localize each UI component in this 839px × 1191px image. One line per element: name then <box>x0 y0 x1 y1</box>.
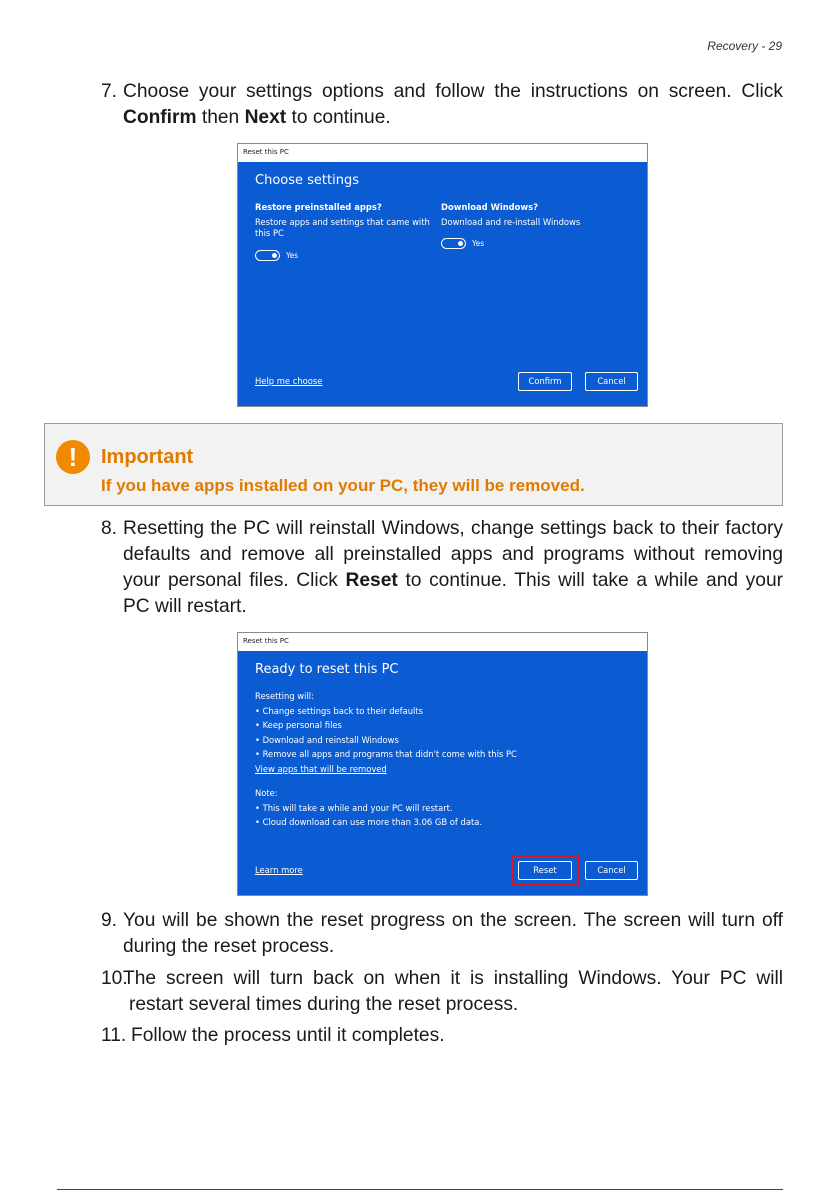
step-number: 10. <box>101 968 128 989</box>
confirm-keyword: Confirm <box>123 107 197 128</box>
running-head: Recovery - 29 <box>707 39 782 53</box>
download-option <box>441 200 631 252</box>
note-label: Note: <box>255 788 278 798</box>
important-title: Important <box>101 446 194 468</box>
toggle-label: Yes <box>286 250 299 260</box>
step-number: 11. <box>101 1025 127 1046</box>
reset-item: • Remove all apps and programs that didn't come with this PC <box>255 749 517 759</box>
download-toggle-row <box>441 233 631 252</box>
reset-details <box>255 689 635 830</box>
step-text <box>123 516 783 620</box>
step-text-part: then <box>196 107 245 128</box>
reset-item: • Keep personal files <box>255 720 342 730</box>
step-text-part: to continue. This will take a while and your PC will restart. <box>123 570 784 617</box>
step-text: Follow the process until it completes. <box>131 1025 445 1046</box>
step-number: 9. <box>101 910 118 931</box>
help-me-choose-link[interactable]: Help me choose <box>255 376 323 386</box>
step-text <box>123 79 783 131</box>
step-text: The screen will turn back on when it is installing Windows. Your PC will restart several times during the reset process. <box>123 968 783 1015</box>
dialog-heading: Ready to reset this PC <box>255 662 399 677</box>
toggle-label: Yes <box>472 239 485 248</box>
note-item: • This will take a while and your PC will restart. <box>255 802 453 813</box>
step-number: 8. <box>101 518 118 539</box>
step-text: You will be shown the reset progress on the screen. The screen will turn off during the reset process. <box>123 910 783 957</box>
reset-item: • Download and reinstall Windows <box>255 734 399 745</box>
restore-toggle-row <box>255 245 440 264</box>
restore-toggle[interactable] <box>255 250 280 261</box>
dialog-titlebar: Reset this PC <box>238 633 647 651</box>
step-9 <box>101 908 783 960</box>
ready-to-reset-dialog <box>237 632 648 896</box>
restore-label: Restore preinstalled apps? <box>255 202 382 212</box>
step-text-part: Choose your settings options and follow the instructions on screen. Click <box>123 81 783 102</box>
step-7 <box>101 79 783 131</box>
cancel-button[interactable]: Cancel <box>585 372 638 391</box>
confirm-button[interactable]: Confirm <box>518 372 572 391</box>
step-8 <box>101 516 783 620</box>
resetting-will-label: Resetting will: <box>255 691 314 701</box>
reset-item: • Change settings back to their defaults <box>255 705 424 716</box>
download-toggle[interactable] <box>441 238 466 249</box>
note-item: • Cloud download can use more than 3.06 GB of data. <box>255 817 483 827</box>
step-text-part: to continue. <box>286 107 391 128</box>
restore-description: Restore apps and settings that came with this PC <box>255 216 430 238</box>
reset-button[interactable]: Reset <box>518 861 572 880</box>
step-11 <box>101 1023 783 1049</box>
view-apps-link[interactable]: View apps that will be removed <box>255 763 387 774</box>
reset-keyword: Reset <box>345 570 398 591</box>
exclamation-icon: ! <box>56 440 90 474</box>
download-label: Download Windows? <box>441 202 538 212</box>
learn-more-link[interactable]: Learn more <box>255 865 303 875</box>
download-description: Download and re-install Windows <box>441 216 581 227</box>
important-notice <box>44 423 783 506</box>
dialog-content <box>238 651 647 895</box>
step-text-part: Resetting the PC will reinstall Windows, change settings back to their factory defaults and remove all preinstalled apps and programs without removing your personal files. Click <box>123 518 783 591</box>
important-text: If you have apps installed on your PC, they will be removed. <box>101 476 585 495</box>
dialog-titlebar: Reset this PC <box>238 144 647 162</box>
footer-rule <box>57 1189 783 1190</box>
step-10 <box>101 966 783 1018</box>
dialog-content <box>238 162 647 406</box>
choose-settings-dialog <box>237 143 648 407</box>
next-keyword: Next <box>244 107 287 128</box>
dialog-heading: Choose settings <box>255 173 359 188</box>
step-number: 7. <box>101 81 118 102</box>
restore-option <box>255 200 440 264</box>
cancel-button[interactable]: Cancel <box>585 861 638 880</box>
